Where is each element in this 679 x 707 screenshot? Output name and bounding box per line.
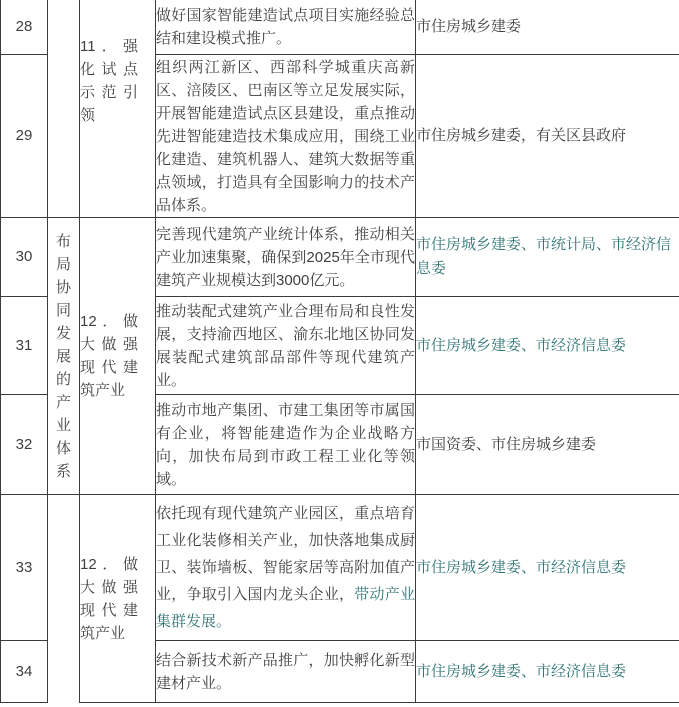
task-label: 11．强化试点示范引领 (80, 38, 138, 124)
task-cell (80, 218, 156, 495)
responsible-department-cell: 市住房城乡建委 (416, 0, 679, 55)
task-label: 12．做大做强现代建筑产业 (80, 555, 138, 642)
measure-description-cell: 做好国家智能建造试点项目实施经验总结和建设模式推广。 (156, 0, 416, 55)
row-number-cell: 32 (1, 395, 48, 495)
row-number-cell: 33 (1, 495, 48, 641)
responsible-department-cell: 市住房城乡建委、市经济信息委 (416, 641, 679, 703)
measure-description-cell: 推动装配式建筑产业合理布局和良性发展，支持渝西地区、渝东北地区协同发展装配式建筑部品部件等现代建筑产业。 (156, 297, 416, 395)
responsible-department-cell: 市住房城乡建委、市统计局、市经济信息委 (416, 218, 679, 297)
row-number-cell: 28 (1, 0, 48, 55)
measure-description-cell: 结合新技术新产品推广，加快孵化新型建材产业。 (156, 641, 416, 703)
task-label: 12．做大做强现代建筑产业 (80, 313, 138, 399)
responsible-department-cell: 市住房城乡建委、市经济信息委 (416, 495, 679, 641)
measure-text: 依托现有现代建筑产业园区，重点培育工业化装修相关产业，加快落地集成厨卫、装饰墙板、智能家居等高附加值产业，争取引入国内龙头企业， (156, 505, 415, 603)
category-cell (48, 218, 80, 495)
responsible-department-cell: 市住房城乡建委、市经济信息委 (416, 297, 679, 395)
category-cell (48, 0, 80, 218)
measure-description-cell: 组织两江新区、西部科学城重庆高新区、涪陵区、巴南区等立足发展实际，开展智能建造试点区县建设，重点推动先进智能建造技术集成应用，围绕工业化建造、建筑机器人、建筑大数据等重点领域，打造具有全国影响力的技术产品体系。 (156, 55, 416, 218)
task-cell (80, 495, 156, 703)
table-row (1, 495, 679, 641)
category-label: 布局协同发展的产业体系 (55, 232, 71, 480)
measure-description-cell: 推动市地产集团、市建工集团等市属国有企业，将智能建造作为企业战略方向，加快布局到市政工程工业化等领域。 (156, 395, 416, 495)
task-cell (80, 0, 156, 218)
measure-description-cell: 完善现代建筑产业统计体系，推动相关产业加速集聚，确保到2025年全市现代建筑产业规模达到3000亿元。 (156, 218, 416, 297)
row-number-cell: 30 (1, 218, 48, 297)
responsible-department-cell: 市住房城乡建委，有关区县政府 (416, 55, 679, 218)
measure-text-highlight: 带动产业集群发展。 (156, 586, 415, 630)
measure-description-cell (156, 495, 416, 641)
category-cell (48, 495, 80, 703)
responsible-department-cell: 市国资委、市住房城乡建委 (416, 395, 679, 495)
table-row (1, 0, 679, 55)
row-number-cell: 34 (1, 641, 48, 703)
row-number-cell: 29 (1, 55, 48, 218)
table-row (1, 218, 679, 297)
row-number-cell: 31 (1, 297, 48, 395)
